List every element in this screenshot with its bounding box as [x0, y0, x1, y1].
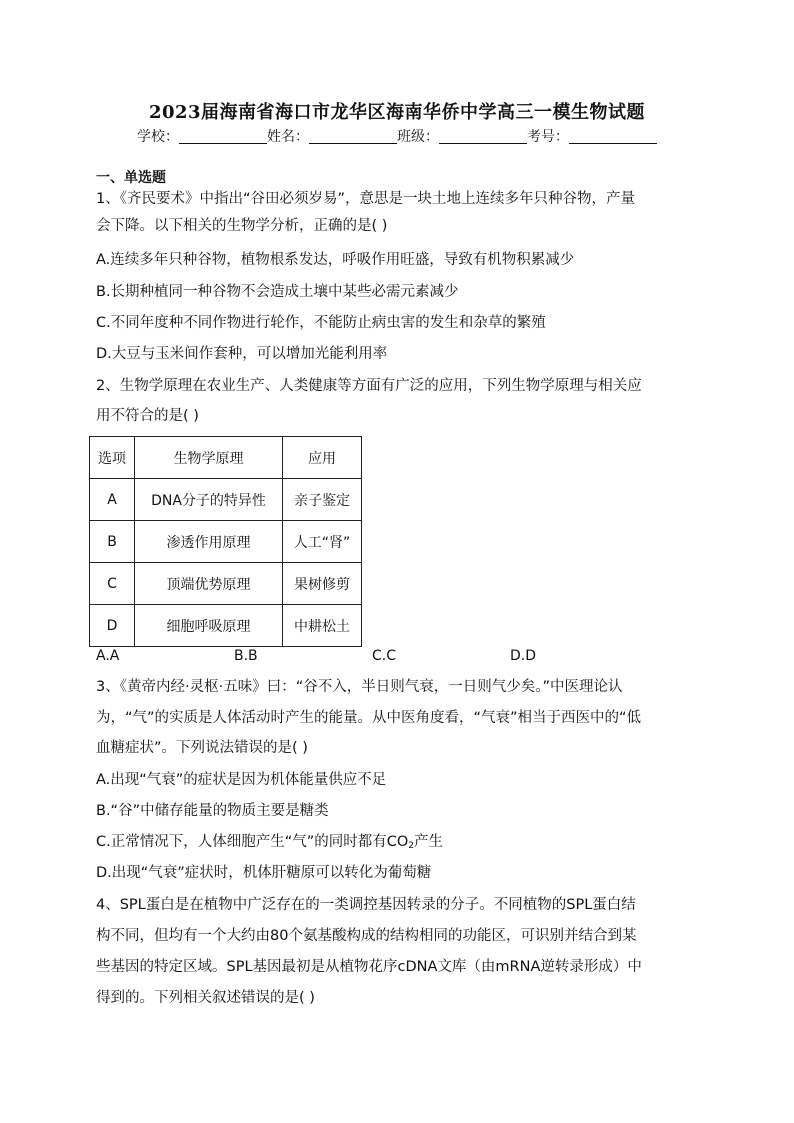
table-header-cell: 应用 [283, 437, 362, 479]
q1-option-b: B.长期种植同一种谷物不会造成土壤中某些必需元素减少 [96, 284, 459, 300]
table-row [90, 605, 362, 647]
table-cell: 中耕松土 [283, 605, 362, 647]
table-cell: B [90, 521, 135, 563]
name-label: 姓名： [267, 129, 309, 145]
q3-option-d: D.出现“气衰”症状时，机体肝糖原可以转化为葡萄糖 [96, 865, 432, 881]
q3-option-c-suffix: 产生 [414, 834, 444, 850]
q1-stem-line: 会下降。以下相关的生物学分析，正确的是( ) [96, 218, 388, 234]
q3-option-a: A.出现“气衰”的症状是因为机体能量供应不足 [96, 772, 387, 788]
q3-option-c [96, 832, 696, 856]
page-title: 2023届海南省海口市龙华区海南华侨中学高三一模生物试题 [148, 102, 646, 123]
q2-choice-d: D.D [510, 648, 537, 664]
section-heading: 一、单选题 [96, 170, 166, 186]
q4-stem-line: 4、SPL蛋白是在植物中广泛存在的一类调控基因转录的分子。不同植物的SPL蛋白结 [96, 897, 636, 913]
q1-option-d: D.大豆与玉米间作套种，可以增加光能利用率 [96, 346, 388, 362]
q4-stem-line: 得到的。下列相关叙述错误的是( ) [96, 990, 315, 1006]
q1-option-a: A.连续多年只种谷物，植物根系发达，呼吸作用旺盛，导致有机物积累减少 [96, 252, 575, 268]
subscript: 2 [408, 841, 415, 851]
class-field[interactable] [439, 129, 527, 144]
exam-number-label: 考号： [527, 129, 569, 145]
table-cell: 亲子鉴定 [283, 479, 362, 521]
table-cell: 果树修剪 [283, 563, 362, 605]
table-cell: 细胞呼吸原理 [135, 605, 283, 647]
q1-option-c: C.不同年度种不同作物进行轮作，不能防止病虫害的发生和杂草的繁殖 [96, 315, 546, 331]
q3-option-c-text: C.正常情况下，人体细胞产生“气”的同时都有CO [96, 834, 409, 850]
table-cell: 顶端优势原理 [135, 563, 283, 605]
q2-table [89, 436, 362, 647]
table-row [90, 521, 362, 563]
q2-choice-b: B.B [234, 648, 258, 664]
table-header-cell: 选项 [90, 437, 135, 479]
q2-choice-a: A.A [96, 648, 120, 664]
table-cell: D [90, 605, 135, 647]
table-row [90, 563, 362, 605]
table-header-row [90, 437, 362, 479]
exam-number-field[interactable] [569, 129, 657, 144]
table-header-cell: 生物学原理 [135, 437, 283, 479]
q3-stem-line: 血糖症状”。下列说法错误的是( ) [96, 740, 308, 756]
name-field[interactable] [309, 129, 397, 144]
table-cell: DNA分子的特异性 [135, 479, 283, 521]
q2-stem-line: 2、生物学原理在农业生产、人类健康等方面有广泛的应用，下列生物学原理与相关应 [96, 378, 642, 394]
q3-option-b: B.“谷”中储存能量的物质主要是糖类 [96, 803, 329, 819]
q4-stem-line: 构不同，但均有一个大约由80个氨基酸构成的结构相同的功能区，可识别并结合到某 [96, 928, 637, 944]
table-cell: 人工“肾” [283, 521, 362, 563]
table-cell: 渗透作用原理 [135, 521, 283, 563]
school-label: 学校： [137, 129, 179, 145]
q3-stem-line: 为，“气”的实质是人体活动时产生的能量。从中医角度看，“气衰”相当于西医中的“低 [96, 710, 642, 726]
school-field[interactable] [179, 129, 267, 144]
table-row [90, 479, 362, 521]
q2-stem-line: 用不符合的是( ) [96, 408, 199, 424]
student-info-line [0, 126, 794, 146]
q4-stem-line: 些基因的特定区域。SPL基因最初是从植物花序cDNA文库（由mRNA逆转录形成）中 [96, 959, 642, 975]
table-cell: A [90, 479, 135, 521]
q3-stem-line: 3、《黄帝内经·灵枢·五味》曰：“谷不入，半日则气衰，一日则气少矣。”中医理论认 [96, 679, 623, 695]
class-label: 班级： [397, 129, 439, 145]
q2-choice-c: C.C [372, 648, 397, 664]
table-cell: C [90, 563, 135, 605]
q1-stem-line: 1、《齐民要术》中指出“谷田必须岁易”，意思是一块土地上连续多年只种谷物，产量 [96, 191, 635, 207]
